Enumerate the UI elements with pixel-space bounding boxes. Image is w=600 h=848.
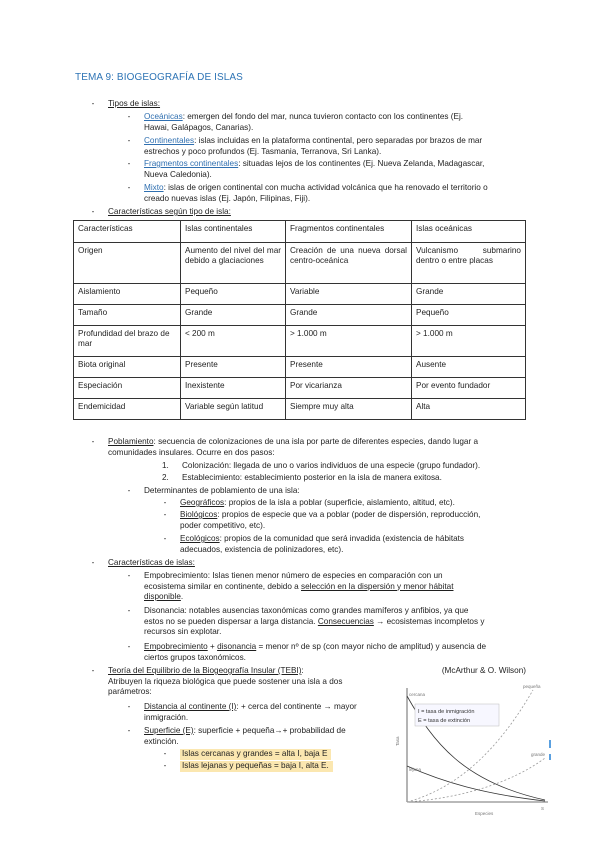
legend-extinction: E = tasa de extinción [418,718,471,724]
tipos-item-mixto: - Mixto: islas de origen continental con mucha actividad volcánica que ha renovado el territorio o creado nuevas islas (Ej. Japón, Filipinas, Fiji). [127,183,488,203]
tipos-item-fragmentos: - Fragmentos continentales: situadas lejos de los continentes (Ej. Nueva Zelanda, Madagascar, Nueva Caledonia). [127,159,485,179]
table-cell: Presente [181,357,286,378]
graph-ylabel: Tasa [395,736,400,746]
distancia-item: - Distancia al continente (I): + cerca del continente → mayor inmigración. [127,702,357,722]
table-cell: Pequeño [412,305,526,326]
table-cell: > 1.000 m [286,326,412,357]
page-title: TEMA 9: BIOGEOGRAFÍA DE ISLAS [75,72,243,83]
dash-bullet: - [91,99,95,108]
table-cell: Aislamiento [74,284,181,305]
table-cell: Creación de una nueva dorsal centro-oceánica [286,243,412,284]
disonancia-item: - Disonancia: notables ausencias taxonómicas como grandes mamíferos y anfibios, ya que estos no se pueden dispersar a larga distancia. Consecuencias → ecosistemas incompletos y recursos sin explotar. [127,606,485,637]
caracteristicas-tipo-heading: Características según tipo de isla: [108,207,231,216]
table-header-cell: Islas continentales [181,221,286,243]
empobrecimiento-disonancia-item: - Empobrecimiento + disonancia = menor nº de sp (con mayor nicho de amplitud) y ausencia de ciertos grupos taxonómicos. [127,642,487,662]
tipos-item-oceanicas: - Oceánicas: emergen del fondo del mar, nunca tuvieron contacto con los continentes (Ej. Hawai, Galápagos, Canarias). [127,112,464,132]
table-cell: Especiación [74,378,181,399]
table-cell: Por vicarianza [286,378,412,399]
table-cell: Grande [412,284,526,305]
table-cell: Siempre muy alta [286,399,412,420]
table-row [74,357,526,378]
table-cell: Variable [286,284,412,305]
tebi-graph [393,682,553,822]
determinante-geograficos: - Geográficos: propios de la isla a poblar (superficie, aislamiento, altitud, etc). [163,498,455,507]
graph-blue-mark [549,740,551,748]
superficie-item: - Superficie (E): superficie + pequeña→+ probabilidad de extinción. [127,726,346,746]
table-row [74,378,526,399]
tipos-item-continentales: - Continentales: islas incluidas en la plataforma continental, pero separadas por brazos de mar estrechos y poco profundos (Ej. Tasmania, Terranova, Sri Lanka). [127,136,483,156]
table-cell: Grande [286,305,412,326]
teoria-block: - Teoría del Equilibrio de la Biogeografía Insular (TEBI): (McArthur & O. Wilson) Atribuyen la riqueza biológica que puede sostener una isla a dos parámetros: [91,666,526,697]
table-cell: < 200 m [181,326,286,357]
teoria-term: Teoría del Equilibrio de la Biogeografía Insular (TEBI) [108,666,302,675]
graph-s-mark: S [541,806,545,811]
table-cell: Presente [286,357,412,378]
tipos-heading: Tipos de islas: [108,99,161,108]
highlight-lejanas: Islas lejanas y pequeñas = baja I, alta E. [180,761,333,772]
table-header-row [74,221,526,243]
table-cell: > 1.000 m [412,326,526,357]
graph-xlabel: Especies [475,811,494,816]
legend-immigration: I = tasa de inmigración [418,709,475,715]
table-cell: Origen [74,243,181,284]
teoria-authors: (McArthur & O. Wilson) [441,666,526,675]
table-cell: Variable según latitud [181,399,286,420]
table-cell: Por evento fundador [412,378,526,399]
table-cell: Pequeño [181,284,286,305]
table-cell: Biota original [74,357,181,378]
highlight-cercanas: Islas cercanas y grandes = alta I, baja E [180,749,331,760]
islands-comparison-table [73,220,526,420]
table-cell: Vulcanismo submarino dentro o entre placas [412,243,526,284]
label-lejana: lejana [409,767,422,772]
fragmentos-link[interactable]: Fragmentos continentales [144,159,239,168]
table-cell: Inexistente [181,378,286,399]
table-header-cell: Islas oceánicas [412,221,526,243]
table-cell: Ausente [412,357,526,378]
table-cell: Profundidad del brazo de mar [74,326,181,357]
table-row [74,326,526,357]
table-cell: Alta [412,399,526,420]
table-cell: Endemicidad [74,399,181,420]
poblamiento-term: Poblamiento [108,437,154,446]
label-pequena: pequeña [523,684,541,689]
table-row [74,399,526,420]
determinante-biologicos: - Biológicos: propios de especie que va a poblar (poder de dispersión, reproducción, poder competitivo, etc). [163,510,481,530]
label-grande: grande [531,752,546,757]
graph-blue-mark [549,754,551,760]
table-cell: Grande [181,305,286,326]
table-row [74,305,526,326]
oceanicas-link[interactable]: Oceánicas [144,112,183,121]
continentales-link[interactable]: Continentales [144,136,195,145]
table-row [74,284,526,305]
table-cell: Tamaño [74,305,181,326]
table-cell: Aumento del nivel del mar debido a glaciaciones [181,243,286,284]
table-header-cell: Características [74,221,181,243]
table-header-cell: Fragmentos continentales [286,221,412,243]
mixto-link[interactable]: Mixto [144,183,164,192]
poblamiento-block: - Poblamiento: secuencia de colonizaciones de una isla por parte de diferentes especies, dando lugar a comunidades insulares. Ocurre en dos pasos: [91,437,479,457]
document-page: TEMA 9: BIOGEOGRAFÍA DE ISLAS - Tipos de islas: - Oceánicas: emergen del fondo del mar, nunca tuvieron contacto con los continentes (Ej. Hawai, Galápagos, Canarias). - Continentales: islas incluidas en la plataforma continental, pero separadas por brazos de mar estrechos y poco profundos (Ej. Tasmania, Terranova, Sri Lanka). - Fragmentos continentales: situadas lejos de los continentes (Ej. Nueva Zelanda, Madagascar, Nueva Caledonia). - Mixto: islas de origen continental con mucha actividad volcánica que ha renovado el territorio o creado nuevas islas (Ej. Japón, Filipinas, Fiji). - Características según tipo de isla: Características Islas continentales Fragmentos continentales Islas oceánicas Origen Aumento del nivel del mar debido a glaciaciones Creación de una nueva dorsal centro-oceánica Vulcanismo submarino dentro o entre placas Aislamiento Pequeño Variable Grande Tamaño Grande Grande Pequeño Profundidad del brazo de mar < 200 m > 1.000 m > 1.000 m Biota original Presente Presente Ausente Especiación Inexistente Por vicarianza Por evento fundador Endemicidad Variable según latitud Siempre muy alta Alta - Poblamiento: secuencia de colonizaciones de una isla por parte de diferentes especies, dando lugar a comunidades insulares. Ocurre en dos pasos: 1. Colonización: llegada de uno o varios individuos de una especie (grupo fundador). 2. Establecimiento: establecimiento posterior en la isla de manera exitosa. - Determinantes de poblamiento de una isla: - Geográficos: propios de la isla a poblar (superficie, aislamiento, altitud, etc). - Biológicos: propios de especie que va a poblar (poder de dispersión, reproducción, poder competitivo, etc). - Ecológicos: propios de la comunidad que será invadida (existencia de hábitats adecuados, existencia de polinizadores, etc). - Características de islas: - Empobrecimiento: Islas tienen menor número de especies en comparación con un ecosistema similar en continente, debido a selección en la dispersión y menor hábitat disponible. - Disonancia: notables ausencias taxonómicas como grandes mamíferos y anfibios, ya que estos no se pueden dispersar a larga distancia. Consecuencias → ecosistemas incompletos y recursos sin explotar. - Empobrecimiento + disonancia = menor nº de sp (con mayor nicho de amplitud) y ausencia de ciertos grupos taxonómicos. - Teoría del Equilibrio de la Biogeografía Insular (TEBI): (McArthur & O. Wilson) Atribuyen la riqueza biológica que puede sostener una isla a dos parámetros: - Distancia al continente (I): + cerca del continente → mayor inmigración. - Superficie (E): superficie + pequeña→+ probabilidad de extinción. - Islas cercanas y grandes = alta I, baja E - Islas lejanas y pequeñas = baja I, alta E. I = tasa de inmigración E = tasa de extinción cercana lejana pequeña grande Especies Tasa S [0,0,600,848]
empobrecimiento-item: - Empobrecimiento: Islas tienen menor número de especies en comparación con un ecosistema similar en continente, debido a selección en la dispersión y menor hábitat disponible. [127,571,454,602]
label-cercana: cercana [409,692,426,697]
determinante-ecologicos: - Ecológicos: propios de la comunidad que será invadida (existencia de hábitats adecuados, existencia de polinizadores, etc). [163,534,465,554]
table-row [74,243,526,284]
